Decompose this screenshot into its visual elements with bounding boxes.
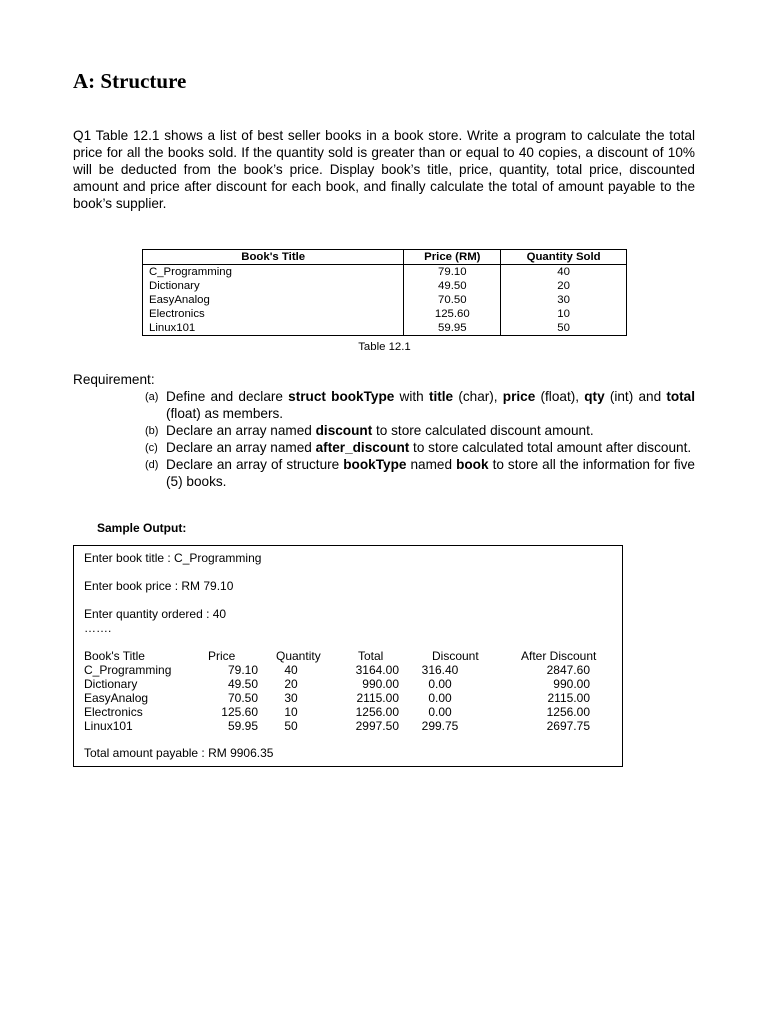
out-discount: 0.00	[428, 677, 452, 691]
table-row	[143, 265, 627, 280]
req-keyword: book	[456, 457, 489, 472]
table-header-row	[143, 250, 627, 265]
req-text: (char),	[453, 389, 503, 404]
req-text: Define and declare	[166, 389, 289, 404]
item-marker: (b)	[145, 425, 159, 437]
book-table	[142, 249, 627, 336]
cell-price: 125.60	[404, 307, 501, 321]
req-text: Declare an array of structure	[166, 457, 344, 472]
col-price: Price	[208, 649, 236, 663]
col-after-discount: After Discount	[521, 649, 597, 663]
requirement-heading: Requirement:	[73, 372, 155, 387]
header-quantity: Quantity Sold	[501, 250, 627, 265]
out-discount: 316.40	[421, 663, 459, 677]
req-keyword: bookType	[343, 457, 407, 472]
cell-quantity: 30	[501, 293, 627, 307]
col-total: Total	[358, 649, 384, 663]
cell-quantity: 10	[501, 307, 627, 321]
cell-title: C_Programming	[143, 265, 404, 280]
req-keyword: qty	[584, 389, 605, 404]
req-text: to store calculated total amount after discount.	[409, 440, 692, 455]
req-text: named	[406, 457, 457, 472]
out-price: 59.95	[227, 719, 258, 733]
req-text: (float),	[535, 389, 585, 404]
out-price: 49.50	[227, 677, 258, 691]
req-keyword: price	[502, 389, 536, 404]
out-quantity: 30	[284, 691, 298, 705]
col-discount: Discount	[432, 649, 479, 663]
out-quantity: 20	[284, 677, 298, 691]
out-quantity: 10	[284, 705, 298, 719]
req-keyword: total	[666, 389, 696, 404]
req-text: to store calculated discount amount.	[372, 423, 594, 438]
item-marker: (c)	[145, 442, 158, 454]
cell-title: Linux101	[143, 321, 404, 336]
out-discount: 0.00	[428, 705, 452, 719]
requirement-item	[145, 456, 695, 490]
out-title: Electronics	[84, 705, 143, 719]
out-total: 2115.00	[356, 691, 399, 705]
req-text: (float) as members.	[166, 406, 284, 421]
req-keyword: title	[428, 389, 454, 404]
out-price: 79.10	[227, 663, 258, 677]
req-text: Declare an array named	[166, 423, 316, 438]
section-heading: A: Structure	[73, 69, 187, 93]
item-marker: (a)	[145, 391, 159, 403]
table-row	[143, 307, 627, 321]
out-quantity: 50	[284, 719, 298, 733]
out-total: 2997.50	[355, 719, 399, 733]
out-title: C_Programming	[84, 663, 172, 677]
requirement-item	[145, 439, 695, 456]
out-title: Dictionary	[84, 677, 138, 691]
out-total: 3164.00	[355, 663, 399, 677]
header-title: Book's Title	[143, 250, 404, 265]
req-keyword: struct bookType	[288, 389, 395, 404]
cell-title: Electronics	[143, 307, 404, 321]
req-text: with	[394, 389, 429, 404]
out-quantity: 40	[284, 663, 298, 677]
total-payable: Total amount payable : RM 9906.35	[84, 746, 274, 760]
cell-price: 59.95	[404, 321, 501, 336]
cell-title: EasyAnalog	[143, 293, 404, 307]
requirement-list	[145, 388, 695, 490]
prompt-ellipsis: …….	[84, 621, 112, 635]
sample-output-label: Sample Output:	[97, 521, 187, 535]
out-discount: 0.00	[428, 691, 452, 705]
out-title: Linux101	[84, 719, 133, 733]
table-row	[143, 279, 627, 293]
out-price: 125.60	[221, 705, 258, 719]
cell-price: 49.50	[404, 279, 501, 293]
item-marker: (d)	[145, 459, 159, 471]
cell-quantity: 50	[501, 321, 627, 336]
req-text: to store all the information for five (5) books.	[166, 457, 695, 489]
out-total: 990.00	[362, 677, 399, 691]
cell-title: Dictionary	[143, 279, 404, 293]
out-after-discount: 990.00	[553, 677, 590, 691]
req-text: Declare an array named	[166, 440, 316, 455]
out-title: EasyAnalog	[84, 691, 149, 705]
header-price: Price (RM)	[404, 250, 501, 265]
out-after-discount: 2847.60	[546, 663, 590, 677]
cell-quantity: 20	[501, 279, 627, 293]
requirement-item	[145, 388, 695, 422]
requirement-item	[145, 422, 695, 439]
out-total: 1256.00	[355, 705, 399, 719]
col-title: Book's Title	[84, 649, 145, 663]
req-text: (int) and	[604, 389, 667, 404]
out-discount: 299.75	[421, 719, 459, 733]
out-price: 70.50	[227, 691, 258, 705]
table-caption: Table 12.1	[358, 341, 411, 353]
cell-price: 79.10	[404, 265, 501, 280]
prompt-quantity: Enter quantity ordered : 40	[84, 607, 227, 621]
col-quantity: Quantity	[276, 649, 321, 663]
req-keyword: after_discount	[315, 440, 410, 455]
question-text: Q1 Table 12.1 shows a list of best seller books in a book store. Write a program to calculate the total price for all the books sold. If the quantity sold is greater than or equal to 40 copies, a discount of 10% will be deducted from the book’s price. Display book’s title, price, quantity, total price, discounted amount and price after discount for each book, and finally calculate the total of amount payable to the book’s supplier.	[73, 128, 695, 211]
req-keyword: discount	[315, 423, 373, 438]
cell-quantity: 40	[501, 265, 627, 280]
cell-price: 70.50	[404, 293, 501, 307]
out-after-discount: 2697.75	[546, 719, 590, 733]
out-after-discount: 2115.00	[547, 691, 590, 705]
sample-output-box	[73, 545, 623, 767]
table-row	[143, 321, 627, 336]
out-after-discount: 1256.00	[546, 705, 590, 719]
prompt-price: Enter book price : RM 79.10	[84, 579, 234, 593]
table-row	[143, 293, 627, 307]
prompt-title: Enter book title : C_Programming	[84, 551, 262, 565]
